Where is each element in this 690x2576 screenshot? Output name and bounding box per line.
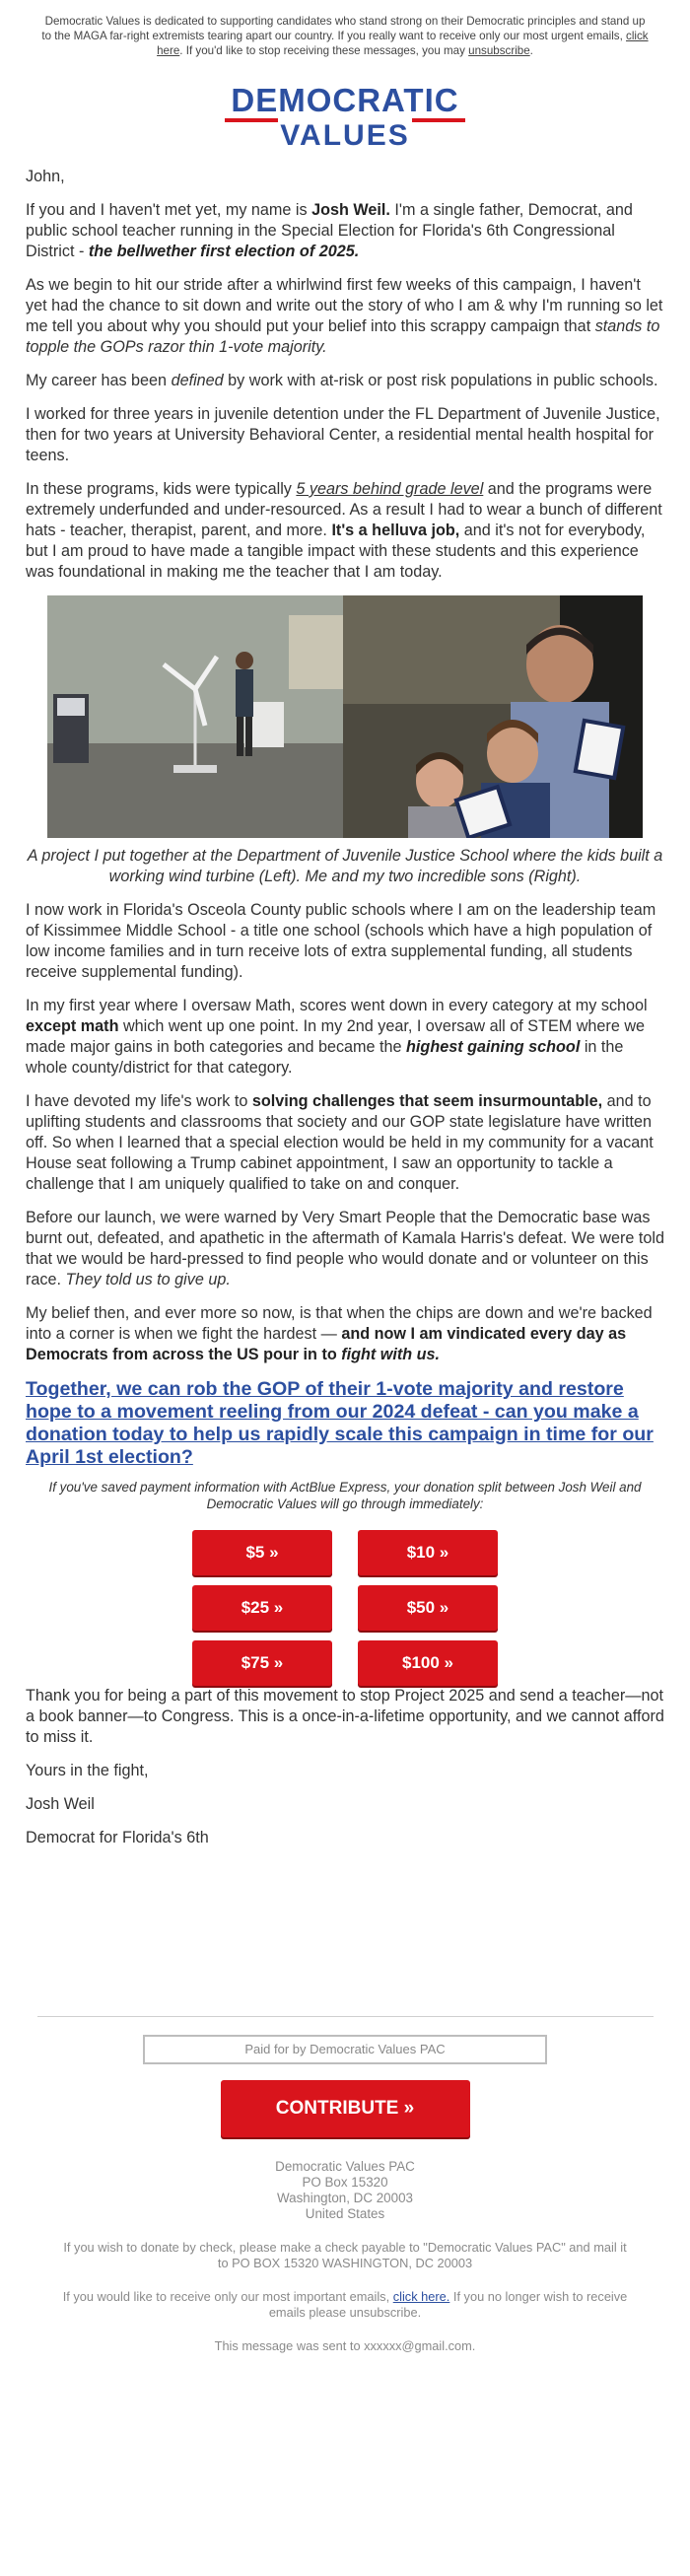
donate-25-button[interactable]: $25 » (192, 1585, 332, 1631)
belief-paragraph: My belief then, and ever more so now, is that when the chips are down and we're backed into a corner is when we fight the hardest — and now I am vindicated every day as Democrats from across the US pour in to fight with us. (26, 1304, 653, 1363)
sent-to-note: This message was sent to xxxxxx@gmail.com. (214, 2338, 476, 2353)
democratic-values-logo (217, 80, 473, 149)
urgent-emails-link[interactable]: click here. (392, 2289, 450, 2304)
math-paragraph: In my first year where I oversaw Math, scores went down in every category at my school except math which went up one point. In my 2nd year, I oversaw all of STEM where we made major gains in both categories and became the highest gaining school in the whole county/district for that category. (26, 997, 648, 1077)
contribute-button[interactable]: CONTRIBUTE » (221, 2080, 470, 2137)
stride-paragraph: As we begin to hit our stride after a whirlwind first few weeks of this campaign, I haven't yet had the chance to sit down and write out the story of who I am & why I'm running so let me tell you about why you should put your belief into this scrappy campaign that stands to topple the GOPs razor thin 1-vote majority. (26, 276, 663, 356)
mailing-address (0, 2159, 690, 2222)
donate-100-button[interactable]: $100 » (358, 1640, 498, 1686)
career-paragraph: My career has been defined by work with at-risk or post risk populations in public schools. (26, 372, 658, 389)
signer-name: Josh Weil (26, 1795, 95, 1813)
osceola-paragraph: I now work in Florida's Osceola County public schools where I am on the leadership team of Kissimmee Middle School - a title one school (schools which have a high population of low income families and in turn receive lots of extra supplemental funding, all students receive supplemental funding). (26, 901, 656, 981)
photo-caption: A project I put together at the Department of Juvenile Justice School where the kids built a working wind turbine (Left). Me and my two incredible sons (Right). (27, 847, 663, 885)
preheader: Democratic Values is dedicated to supporting candidates who stand strong on their Democratic principles and stand up to the MAGA far-right extremists tearing apart our country. If you really want to receive only our most urgent emails, click here. If you'd like to stop receiving these messages, you may unsubscribe. (41, 15, 649, 57)
signer-title: Democrat for Florida's 6th (26, 1829, 209, 1846)
lifework-paragraph: I have devoted my life's work to solving challenges that seem insurmountable, and to uplifting students and classrooms that society and our GOP state legislature have written off. So when I learned that a special election would be held in my community for a vacant House seat following a Trump cabinet appointment, I saw an opportunity to tackle a challenge that I am uniquely qualified to take on and conquer. (26, 1092, 654, 1193)
donate-10-button[interactable]: $10 » (358, 1530, 498, 1575)
juvenile-paragraph: I worked for three years in juvenile detention under the FL Department of Juvenile Justice, then for two years at University Behavioral Center, a residential mental health hospital for teens. (26, 405, 660, 464)
donation-appeal-link[interactable]: Together, we can rob the GOP of their 1-vote majority and restore hope to a movement reeling from our 2024 defeat - can you make a donation today to help us rapidly scale this campaign in time for our April 1st election? (26, 1378, 654, 1468)
preheader-text-2: . If you'd like to stop receiving these messages, you may (179, 44, 465, 57)
footer-divider (37, 2016, 654, 2017)
signoff: Yours in the fight, (26, 1762, 149, 1779)
letter-body (0, 167, 690, 1848)
svg-text:DEMOCRATIC: DEMOCRATIC (231, 82, 459, 118)
unsubscribe-link[interactable]: unsubscribe (468, 44, 530, 57)
campaign-photo (47, 595, 643, 838)
paid-for-disclaimer: Paid for by Democratic Values PAC (143, 2035, 547, 2064)
address-line: Washington, DC 20003 (277, 2191, 413, 2205)
urgent-only-link[interactable]: click here (157, 30, 649, 57)
intro-paragraph: If you and I haven't met yet, my name is Josh Weil. I'm a single father, Democrat, and public school teacher running in the Special Election for Florida's 6th Congressional District - the bellwether first election of 2025. (26, 201, 633, 260)
donate-50-button[interactable]: $50 » (358, 1585, 498, 1631)
thank-you-paragraph: Thank you for being a part of this movement to stop Project 2025 and send a teacher—not a book banner—to Congress. This is a once-in-a-lifetime opportunity, and we cannot afford to miss it. (26, 1687, 664, 1746)
address-line: United States (305, 2206, 385, 2221)
address-line: PO Box 15320 (302, 2175, 388, 2190)
preheader-text: Democratic Values is dedicated to supporting candidates who stand strong on their Democratic principles and stand up to the MAGA far-right extremists tearing apart our country. If you really want to receive only our most urgent emails, (41, 15, 646, 42)
donate-75-button[interactable]: $75 » (192, 1640, 332, 1686)
svg-text:VALUES: VALUES (280, 119, 410, 149)
programs-paragraph: In these programs, kids were typically 5 years behind grade level and the programs were extremely underfunded and under-resourced. As a result I had to wear a bunch of different hats - teacher, therapist, parent, and more. It's a helluva job, and it's not for everybody, but I am proud to have made a tangible impact with these students and this experience was foundational in making me the teacher that I am today. (26, 480, 662, 581)
donate-5-button[interactable]: $5 » (192, 1530, 332, 1575)
greeting: John, (26, 168, 65, 185)
launch-paragraph: Before our launch, we were warned by Very Smart People that the Democratic base was burnt out, defeated, and apathetic in the aftermath of Kamala Harris's defeat. We were told that we would be hard-pressed to find people who would donate and or volunteer on this race. They told us to give up. (26, 1209, 664, 1288)
donation-buttons (192, 1530, 498, 1686)
email-preferences-note: If you would like to receive only our most important emails, click here. If you no longer wish to receive emails please unsubscribe. (62, 2289, 628, 2320)
address-line: Democratic Values PAC (275, 2159, 415, 2174)
actblue-note: If you've saved payment information with ActBlue Express, your donation split between Josh Weil and Democratic Values will go through immediately: (48, 1480, 642, 1511)
check-donation-note: If you wish to donate by check, please make a check payable to "Democratic Values PAC" and mail it to PO BOX 15320 WASHINGTON, DC 20003 (63, 2240, 627, 2270)
